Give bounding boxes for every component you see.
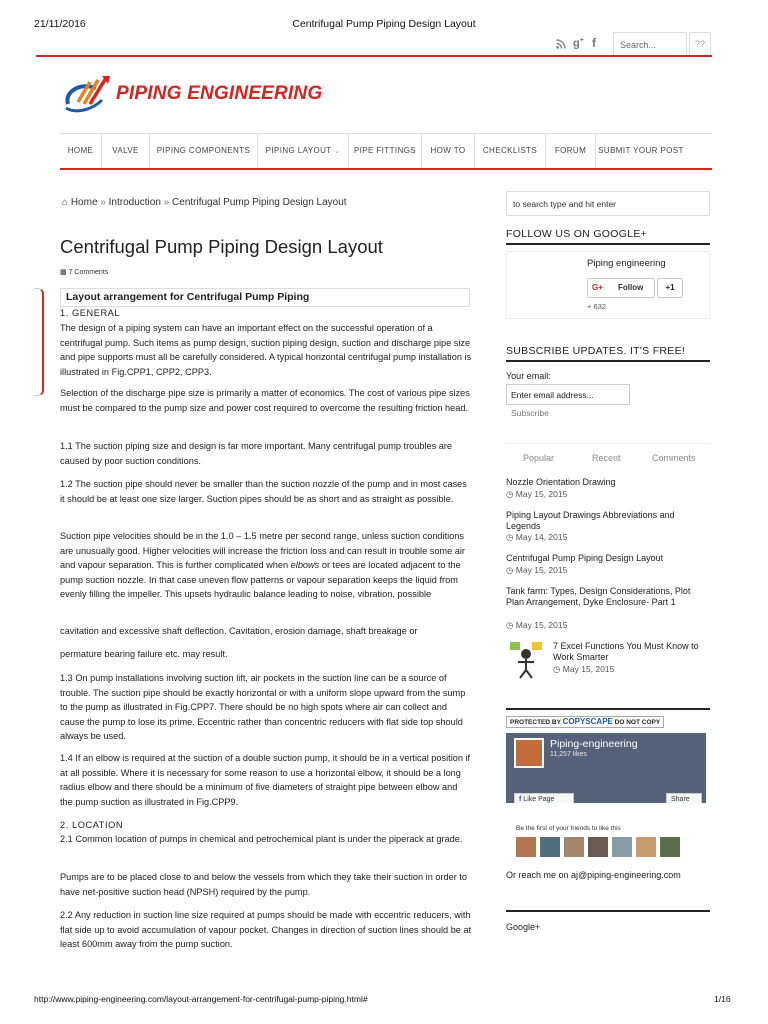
fb-friends-text: Be the first of your friends to like this <box>516 825 621 832</box>
rss-icon[interactable] <box>556 38 566 52</box>
post-title[interactable]: Tank farm: Types, Design Considerations, Plot Plan Arrangement, Dyke Enclosure- Part 1 <box>506 586 691 607</box>
post-date-text: May 15, 2015 <box>515 565 568 575</box>
friend-avatar[interactable] <box>564 837 584 857</box>
post-date <box>553 664 614 675</box>
print-page-number: 1/16 <box>714 994 731 1004</box>
subscribe-button[interactable]: Subscribe <box>511 408 549 418</box>
gplus-plus1-button[interactable]: +1 <box>657 278 683 298</box>
copyscape-post: DO NOT COPY <box>614 719 661 726</box>
post-date-text: May 14, 2015 <box>515 532 568 542</box>
google-plus-icon: G+ <box>592 283 603 292</box>
fb-likes: 11,257 likes <box>550 751 587 758</box>
print-page-title: Centrifugal Pump Piping Design Layout <box>292 18 476 30</box>
nav-piping-layout[interactable] <box>258 134 349 168</box>
nav-forum[interactable]: FORUM <box>546 134 596 168</box>
nav-piping-layout-label: PIPING LAYOUT <box>265 146 332 155</box>
follow-heading: FOLLOW US ON GOOGLE+ <box>506 228 648 240</box>
copyscape-brand: COPYSCAPE <box>562 717 613 726</box>
paragraph: 1.2 The suction pipe should never be smaller than the suction nozzle of the pump and in most cases it should be at least one size larger. Suction pipes should be as short and as straight as possible. <box>60 479 467 504</box>
paragraph: The design of a piping system can have an important effect on the successful operation of a centrifugal pump. Such items as pump design, suction piping design, suction and discharge pipe size and pipe supports must all be carefully considered. A typical horizontal centrifugal pump installation is illustrated in Fig.CPP1, CPP2, CPP3. <box>60 323 472 377</box>
floating-share-bar[interactable] <box>34 288 44 396</box>
post-date <box>506 489 567 500</box>
paragraph: 1.3 On pump installations involving suction lift, air pockets in the suction line can be a source of trouble. The suction pipe should be exactly horizontal or with a uniform slope upward from the sump to the pump as illustrated in Fig.CPP7. There should be no high spots where air can collect and cause the pump to lose its prime. Eccentric rather than concentric reducers with flat side top should always be used. <box>60 673 466 741</box>
gplus-follow-label: Follow <box>618 283 644 292</box>
google-plus-icon[interactable]: g+ <box>573 37 584 50</box>
friend-avatar[interactable] <box>540 837 560 857</box>
post-title[interactable]: Centrifugal Pump Piping Design Layout <box>506 553 664 563</box>
nav-checklists[interactable]: CHECKLISTS <box>475 134 546 168</box>
paragraph <box>60 529 472 602</box>
breadcrumb <box>62 197 347 208</box>
top-accent-line <box>36 55 712 57</box>
paragraph: 2.2 Any reduction in suction line size required at pumps should be made with eccentric reducers, with flat side up to avoid accumulation of vapour pocket. Changes in direction of suction lines should be at least 600mm away from the pump suction. <box>60 910 472 949</box>
nav-submit-post[interactable]: SUBMIT YOUR POST <box>598 146 684 155</box>
breadcrumb-home[interactable]: Home <box>70 197 98 208</box>
post-date <box>506 620 567 631</box>
friend-avatar[interactable] <box>588 837 608 857</box>
paragraph: 1.4 If an elbow is required at the suction of a double suction pump, it should be in a vertical position if at all possible. Where it is necessary for some reason to use a horizontal elbow, it should be a long radius elbow and there should be a minimum of five diameters of straight pipe between elbow and the pump suction as illustrated in Fig.CPP9. <box>60 753 471 807</box>
fb-page-avatar <box>514 738 544 768</box>
post-date-text: May 15, 2015 <box>515 620 568 630</box>
tabs-divider <box>506 443 710 444</box>
search-button[interactable]: ?? <box>689 32 711 56</box>
gplus-page-name[interactable]: Piping engineering <box>587 258 666 269</box>
clock-icon: ◷ <box>553 664 561 674</box>
paragraph: 2.1 Common location of pumps in chemical and petrochemical plant is under the piperack at grade. <box>60 834 463 844</box>
home-icon: ⌂ <box>62 197 69 208</box>
sidebar-rule <box>506 910 710 912</box>
nav-how-to[interactable]: HOW TO <box>422 134 475 168</box>
post-title[interactable]: Nozzle Orientation Drawing <box>506 477 616 487</box>
google-plus-footer: Google+ <box>506 922 541 932</box>
section-location: 2. LOCATION <box>60 820 124 830</box>
search-input[interactable]: Search... <box>613 32 687 56</box>
post-date-text: May 15, 2015 <box>562 664 615 674</box>
nav-piping-components[interactable]: PIPING COMPONENTS <box>150 134 258 168</box>
fb-like-label: Like Page <box>523 796 555 803</box>
clock-icon: ◷ <box>506 565 514 575</box>
friend-avatar[interactable] <box>636 837 656 857</box>
gplus-count: + 632 <box>587 302 606 311</box>
post-title[interactable]: Piping Layout Drawings Abbreviations and Legends <box>506 510 675 531</box>
gplus-follow-button[interactable] <box>587 278 655 298</box>
sidebar-rule <box>506 708 710 710</box>
copyscape-pre: PROTECTED BY <box>510 719 561 726</box>
subscribe-heading: SUBSCRIBE UPDATES. IT'S FREE! <box>506 345 686 357</box>
paragraph-text: Suction pipe velocities should be in the 1.0 – 1.5 metre per second range, unless suction conditions are unusually good. Higher velocities will increase the friction loss and can result in trouble some air and vapour separation. This is further complicated when <box>60 531 465 570</box>
print-date: 21/11/2016 <box>34 18 86 30</box>
google-plus-badge <box>506 251 710 319</box>
fb-friends-panel <box>506 803 706 865</box>
logo-icon[interactable] <box>62 74 116 119</box>
breadcrumb-introduction[interactable]: Introduction <box>108 197 161 208</box>
copyscape-badge[interactable] <box>506 716 664 728</box>
friend-avatar[interactable] <box>660 837 680 857</box>
clock-icon: ◷ <box>506 532 514 542</box>
post-title[interactable]: 7 Excel Functions You Must Know to Work Smarter <box>553 641 699 662</box>
sidebar-rule <box>506 243 710 245</box>
friend-avatar[interactable] <box>516 837 536 857</box>
nav-accent-line <box>60 168 712 170</box>
paragraph: permature bearing failure etc. may result. <box>60 649 228 659</box>
post-date-text: May 15, 2015 <box>515 489 568 499</box>
chevron-down-icon: ⌄ <box>334 148 341 155</box>
page-title: Centrifugal Pump Piping Design Layout <box>60 236 383 257</box>
facebook-icon[interactable]: f <box>592 36 596 50</box>
paragraph: cavitation and excessive shaft deflection. Cavitation, erosion damage, shaft breakage or <box>60 626 418 636</box>
paragraph-emphasis: elbows <box>290 560 320 570</box>
paragraph: 1.1 The suction piping size and design is far more important. Many centrifugal pump troubles are caused by poor suction conditions. <box>60 441 453 466</box>
tab-comments[interactable]: Comments <box>652 453 696 463</box>
paragraph: Selection of the discharge pipe size is primarily a matter of economics. The cost of various pipe sizes must be compared to the pump size and power cost required to overcome the resulting friction head. <box>60 388 470 413</box>
tab-popular[interactable]: Popular <box>523 453 555 463</box>
tab-recent[interactable]: Recent <box>592 453 621 463</box>
breadcrumb-current: Centrifugal Pump Piping Design Layout <box>172 197 347 208</box>
breadcrumb-sep: » <box>163 197 170 208</box>
paragraph-text: or tees are located adjacent to the pump suction nozzle. In that case uneven flow patterns or vapour separation keeps the liquid from evenly filling the impeller. This upsets hydraulic balance leading to noise, vibration, possible <box>60 560 461 599</box>
email-input[interactable]: Enter email address... <box>506 384 630 405</box>
sidebar-search-input[interactable]: to search type and hit enter <box>506 191 710 216</box>
post-date <box>506 565 567 576</box>
post-date <box>506 532 567 543</box>
logo-text[interactable]: PIPING ENGINEERING <box>116 83 323 104</box>
fb-icon: f <box>519 796 522 803</box>
comment-icon: ▩ <box>60 269 67 276</box>
nav-home[interactable]: HOME <box>60 134 102 168</box>
section-general: 1. GENERAL <box>60 308 121 318</box>
nav-pipe-fittings[interactable]: PIPE FITTINGS <box>349 134 422 168</box>
breadcrumb-sep: » <box>100 197 106 208</box>
email-label: Your email: <box>506 371 551 381</box>
facebook-page-widget[interactable] <box>506 733 706 803</box>
friend-avatar[interactable] <box>612 837 632 857</box>
sidebar-rule <box>506 360 710 362</box>
clock-icon: ◷ <box>506 620 514 630</box>
fb-page-name[interactable]: Piping-engineering <box>550 738 638 750</box>
nav-valve[interactable]: VALVE <box>102 134 150 168</box>
main-nav <box>60 133 712 169</box>
print-url: http://www.piping-engineering.com/layout-arrangement-for-centrifugal-pump-piping.html# <box>34 994 368 1004</box>
section-box-heading: Layout arrangement for Centrifugal Pump Piping <box>60 288 470 307</box>
fb-share-button[interactable]: Share <box>666 793 702 803</box>
post-thumbnail[interactable] <box>506 640 546 680</box>
clock-icon: ◷ <box>506 489 514 499</box>
paragraph: Pumps are to be placed close to and below the vessels from which they take their suction in order to have net-positive suction head (NPSH) required by the pump. <box>60 872 468 897</box>
fb-like-button[interactable] <box>514 793 574 803</box>
comments-count[interactable] <box>60 268 108 276</box>
contact-email[interactable]: Or reach me on aj@piping-engineering.com <box>506 870 681 880</box>
comments-label: 7 Comments <box>68 269 109 276</box>
